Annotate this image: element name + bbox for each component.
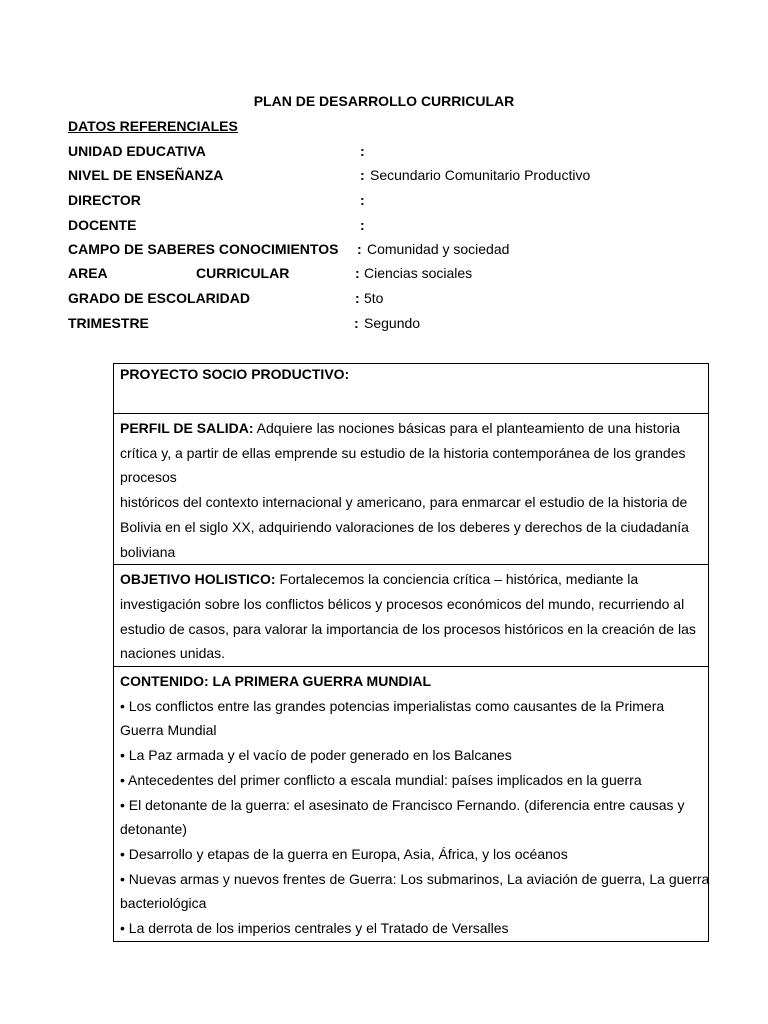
perfil-label: PERFIL DE SALIDA: <box>120 420 254 436</box>
referential-value: Comunidad y sociedad <box>367 241 510 257</box>
curriculum-table <box>113 363 709 942</box>
contenido-item: detonante) <box>120 821 187 838</box>
contenido-item: Guerra Mundial <box>120 722 217 739</box>
referential-label: GRADO DE ESCOLARIDAD <box>68 290 251 306</box>
perfil-text: procesos <box>120 469 177 486</box>
project-cell <box>114 364 708 414</box>
referential-colon: : <box>360 217 365 233</box>
referential-row <box>68 191 708 209</box>
referential-colon: : <box>354 315 359 331</box>
perfil-text: crítica y, a partir de ellas emprende su estudio de la historia contemporánea de los grandes <box>120 444 686 461</box>
referential-row <box>68 240 708 258</box>
referential-label: DOCENTE <box>68 217 137 233</box>
perfil-text: Adquiere las nociones básicas para el planteamiento de una historia <box>253 420 681 436</box>
contenido-item: • El detonante de la guerra: el asesinato de Francisco Fernando. (diferencia entre causas y <box>120 796 685 813</box>
contenido-item: • La Paz armada y el vacío de poder generado en los Balcanes <box>120 747 512 764</box>
referential-colon: : <box>355 290 360 306</box>
referential-row <box>68 166 708 184</box>
document-title: PLAN DE DESARROLLO CURRICULAR <box>253 93 515 109</box>
referential-colon: : <box>360 143 365 159</box>
section-heading: DATOS REFERENCIALES <box>68 118 238 134</box>
objetivo-cell <box>114 565 708 667</box>
referential-label: UNIDAD EDUCATIVA <box>68 143 206 159</box>
contenido-item: • La derrota de los imperios centrales y el Tratado de Versalles <box>120 920 509 937</box>
referential-label: TRIMESTRE <box>68 315 149 331</box>
project-label: PROYECTO SOCIO PRODUCTIVO: <box>120 366 350 382</box>
referential-colon: : <box>360 192 365 208</box>
contenido-item: • Desarrollo y etapas de la guerra en Europa, Asia, África, y los océanos <box>120 845 568 862</box>
referential-value: Ciencias sociales <box>364 265 473 281</box>
referential-row <box>68 314 708 332</box>
objetivo-label: OBJETIVO HOLISTICO: <box>120 571 276 588</box>
referential-label: AREA <box>68 265 108 281</box>
perfil-cell <box>114 414 708 565</box>
perfil-text: históricos del contexto internacional y americano, para enmarcar el estudio de la historia de <box>120 494 688 511</box>
referential-value: Segundo <box>364 315 421 331</box>
referential-row <box>68 264 708 282</box>
referential-label: DIRECTOR <box>68 192 141 208</box>
contenido-label: CONTENIDO: LA PRIMERA GUERRA MUNDIAL <box>120 673 432 690</box>
contenido-item: bacteriológica <box>120 895 207 912</box>
referential-colon: : <box>360 167 365 183</box>
objetivo-text: naciones unidas. <box>120 645 226 662</box>
contenido-item: • Nuevas armas y nuevos frentes de Guerra: Los submarinos, La aviación de guerra, La guerra <box>120 870 710 887</box>
objetivo-text: estudio de casos, para valorar la importancia de los procesos históricos en la creación de las <box>120 620 696 637</box>
referential-row <box>68 289 708 307</box>
perfil-text: boliviana <box>120 543 176 560</box>
contenido-cell <box>114 667 708 941</box>
referential-label: CAMPO DE SABERES CONOCIMIENTOS <box>68 241 339 257</box>
objetivo-text: Fortalecemos la conciencia crítica – histórica, mediante la <box>275 571 639 588</box>
referential-row <box>68 216 708 234</box>
referential-colon: : <box>355 265 360 281</box>
contenido-item: • Los conflictos entre las grandes potencias imperialistas como causantes de la Primera <box>120 697 665 714</box>
referential-row <box>68 142 708 160</box>
perfil-text: Bolivia en el siglo XX, adquiriendo valoraciones de los deberes y derechos de la ciudadanía <box>120 518 689 535</box>
contenido-item: • Antecedentes del primer conflicto a escala mundial: países implicados en la guerra <box>120 771 642 788</box>
objetivo-text: investigación sobre los conflictos bélicos y procesos económicos del mundo, recurriendo al <box>120 595 685 612</box>
referential-value: Secundario Comunitario Productivo <box>370 167 591 183</box>
referential-label: NIVEL DE ENSEÑANZA <box>68 167 224 183</box>
referential-value: 5to <box>364 290 384 306</box>
referential-colon: : <box>357 241 362 257</box>
referential-label-secondary: CURRICULAR <box>196 265 290 281</box>
